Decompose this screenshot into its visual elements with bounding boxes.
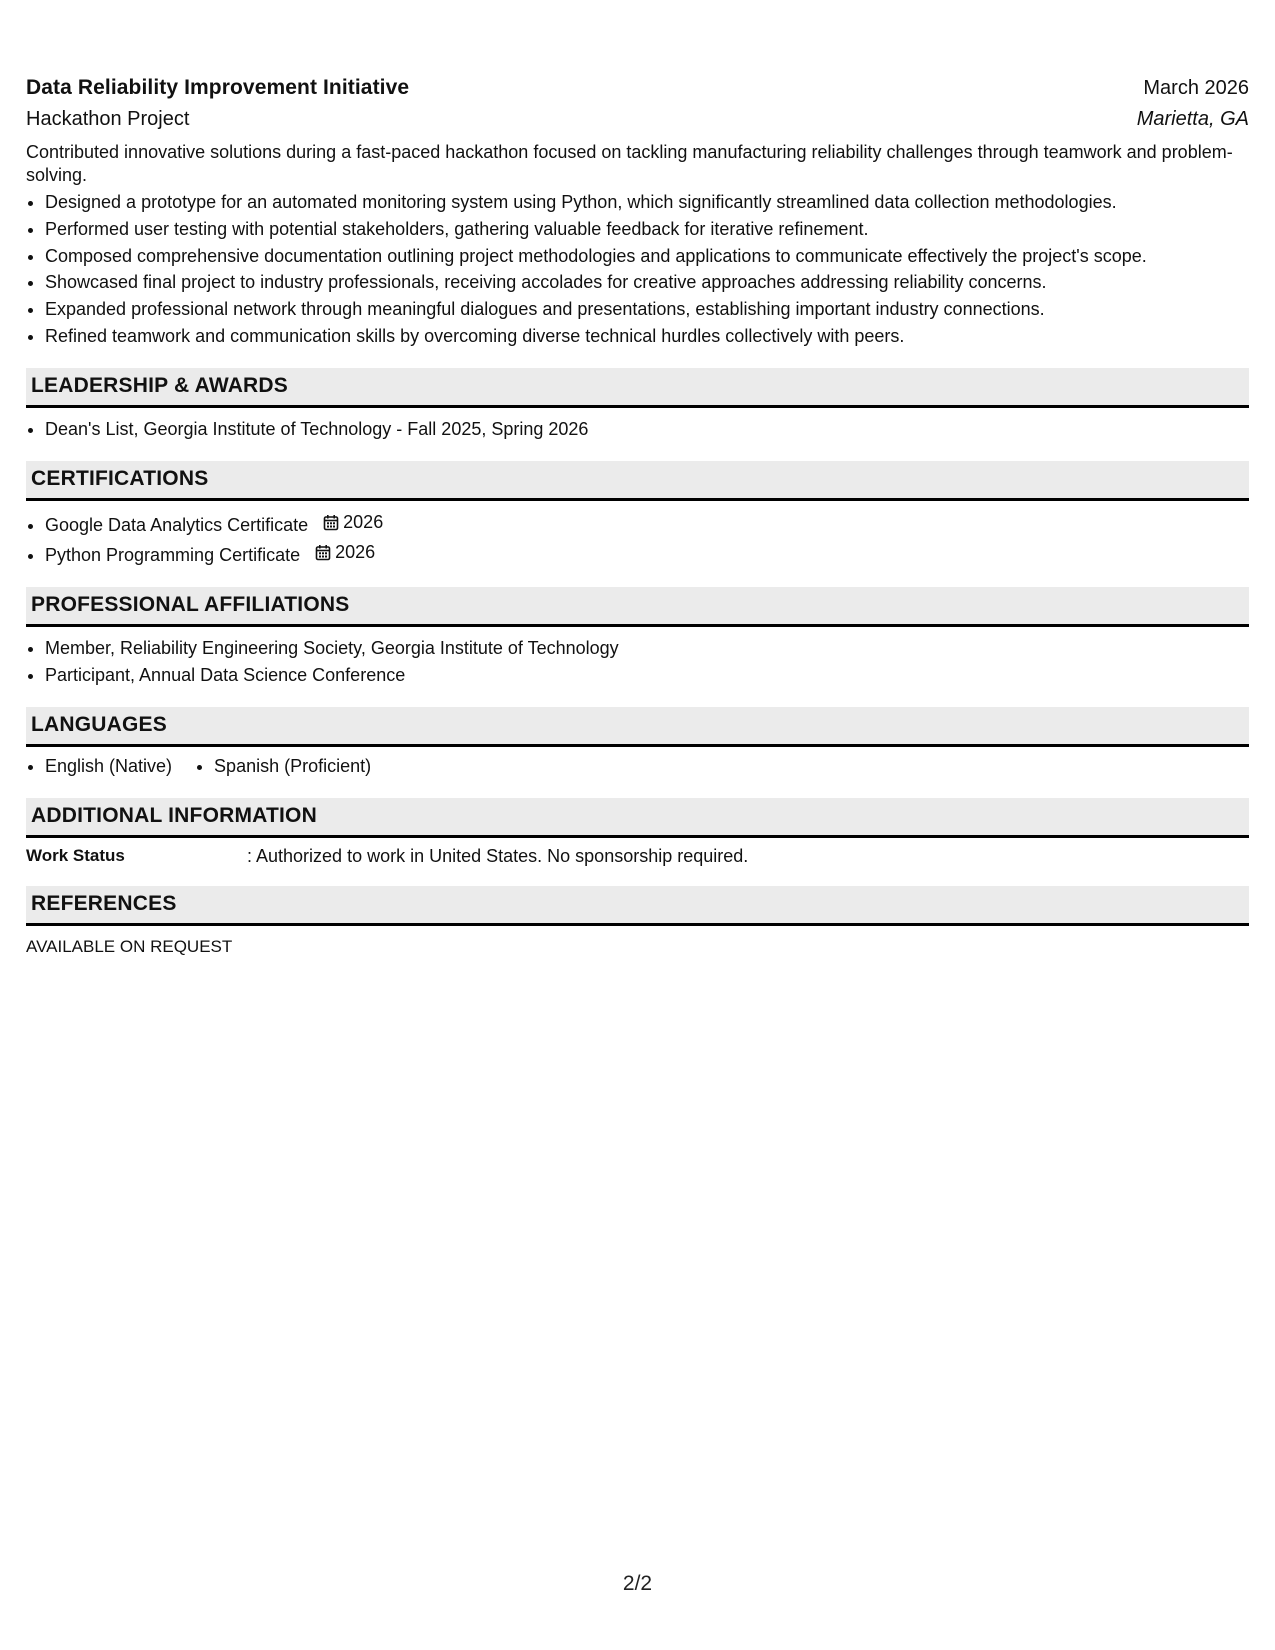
references-section (26, 886, 1249, 959)
certifications-section (26, 461, 1249, 569)
project-description: Contributed innovative solutions during a fast-paced hackathon focused on tackling manufacturing reliability challenges through teamwork and problem-solving. (26, 142, 1233, 185)
calendar-icon (323, 514, 339, 531)
languages-section (26, 707, 1249, 780)
section-heading: LANGUAGES (26, 707, 1249, 747)
affiliations-section (26, 587, 1249, 689)
section-heading: LEADERSHIP & AWARDS (26, 368, 1249, 408)
list-item: • Dean's List, Georgia Institute of Technology - Fall 2025, Spring 2026 (45, 416, 1249, 443)
project-header (26, 74, 1249, 102)
project-date: March 2026 (1143, 77, 1249, 99)
list-item: • Expanded professional network through meaningful dialogues and presentations, establishing important industry connections. (45, 296, 1249, 323)
languages-list (26, 753, 1249, 780)
section-heading: PROFESSIONAL AFFILIATIONS (26, 587, 1249, 627)
leadership-section (26, 368, 1249, 443)
work-status-value: : Authorized to work in United States. No sponsorship required. (247, 845, 749, 866)
project-location: Marietta, GA (1136, 108, 1249, 130)
list-item: • Spanish (Proficient) (214, 753, 371, 780)
project-subheader (26, 105, 1249, 133)
project-role: Hackathon Project (26, 108, 190, 130)
list-item: • Showcased final project to industry professionals, receiving accolades for creative approaches addressing reliability concerns. (45, 269, 1249, 296)
calendar-icon (315, 544, 331, 561)
resume-page (26, 74, 1249, 959)
project-title: Data Reliability Improvement Initiative (26, 76, 410, 99)
list-item: • Refined teamwork and communication skills by overcoming diverse technical hurdles collectively with peers. (45, 323, 1249, 350)
leadership-list (26, 416, 1249, 443)
project-entry (26, 74, 1249, 350)
references-text: AVAILABLE ON REQUEST (26, 936, 233, 956)
list-item: • Performed user testing with potential stakeholders, gathering valuable feedback for iterative refinement. (45, 216, 1249, 243)
page-number: 2/2 (622, 1572, 653, 1595)
work-status-label: Work Status (26, 845, 125, 865)
section-heading: CERTIFICATIONS (26, 461, 1249, 501)
certifications-list (26, 509, 1249, 569)
affiliations-list (26, 635, 1249, 689)
list-item (45, 509, 1249, 539)
work-status-row (26, 844, 1249, 868)
section-heading: REFERENCES (26, 886, 1249, 926)
project-bullets (26, 189, 1249, 350)
certification-year: 2026 (343, 511, 384, 532)
list-item: • Composed comprehensive documentation outlining project methodologies and applications to communicate effectively the project's scope. (45, 243, 1249, 270)
certification-name: Python Programming Certificate (45, 544, 301, 565)
list-item (45, 539, 1249, 569)
list-item: • Member, Reliability Engineering Society, Georgia Institute of Technology (45, 635, 1249, 662)
list-item: • English (Native) (45, 753, 172, 780)
certification-name: Google Data Analytics Certificate (45, 514, 309, 535)
list-item: • Participant, Annual Data Science Conference (45, 662, 1249, 689)
section-heading: ADDITIONAL INFORMATION (26, 798, 1249, 838)
list-item: • Designed a prototype for an automated monitoring system using Python, which significantly streamlined data collection methodologies. (45, 189, 1249, 216)
certification-year: 2026 (335, 541, 376, 562)
additional-info-section (26, 798, 1249, 868)
